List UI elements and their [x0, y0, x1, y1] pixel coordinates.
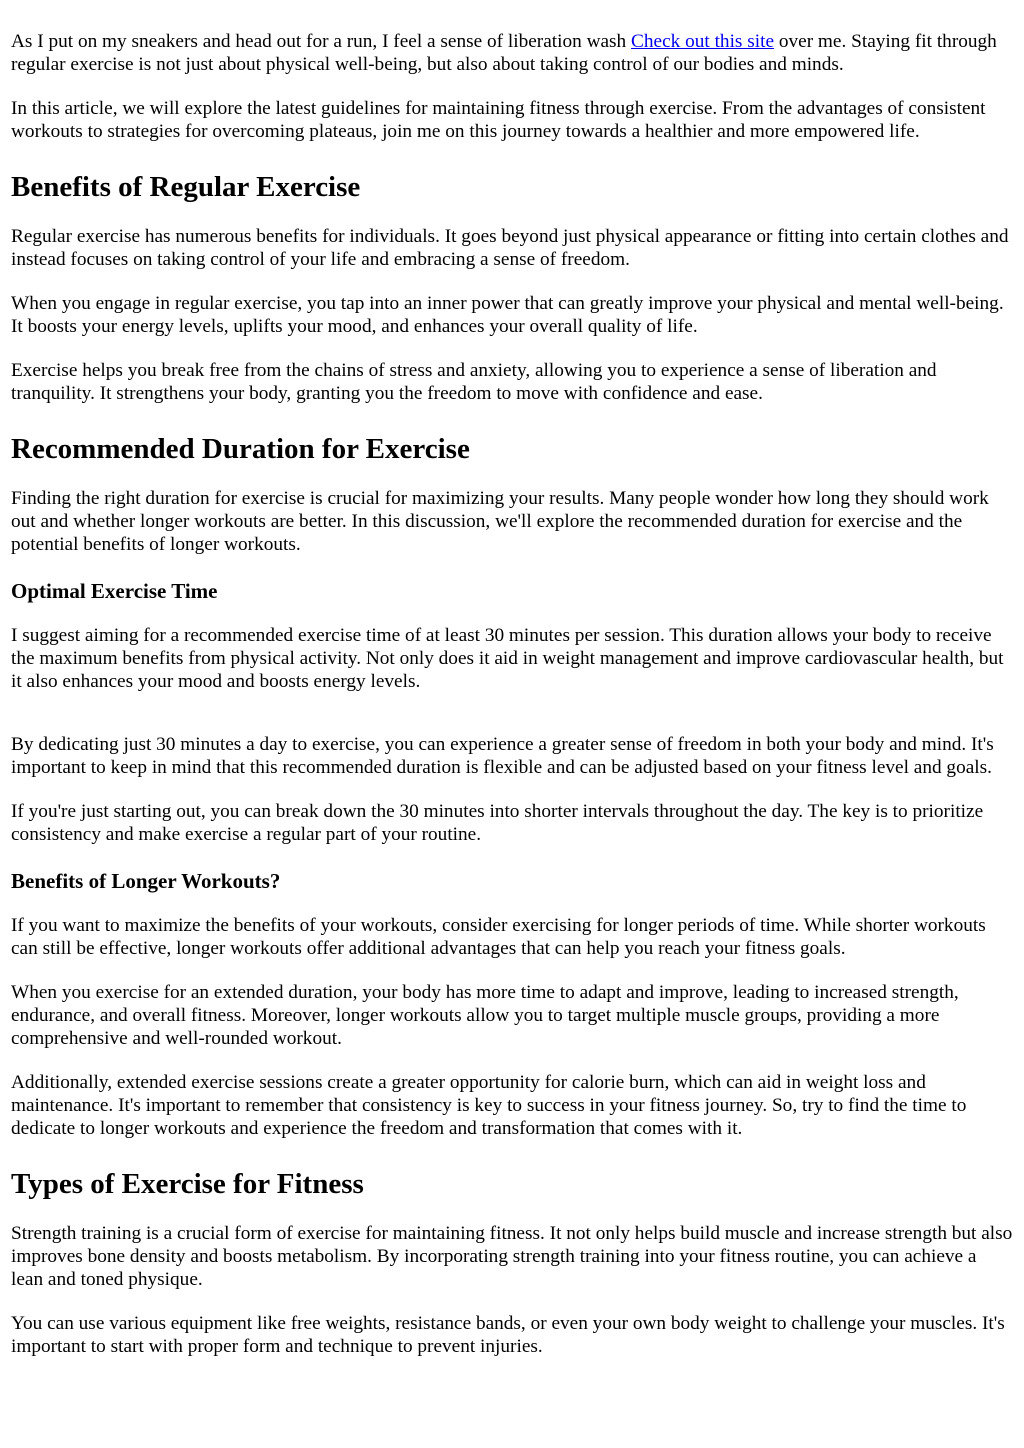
longer-workouts-heading: Benefits of Longer Workouts?: [11, 869, 281, 893]
intro-text-before-link: As I put on my sneakers and head out for a run, I feel a sense of liberation wash: [11, 31, 632, 52]
longer-paragraph-2: When you exercise for an extended duration, your body has more time to adapt and improve, leading to increased strength, endurance, and overall fitness. Moreover, longer workouts allow you to target multiple muscle groups, providing a more comprehensive and well-rounded workout.: [11, 982, 959, 1049]
benefits-heading: Benefits of Regular Exercise: [11, 171, 361, 203]
longer-paragraph-1: If you want to maximize the benefits of your workouts, consider exercising for longer periods of time. While shorter workouts can still be effective, longer workouts offer additional advantages that can help you reach your fitness goals.: [11, 915, 986, 959]
benefits-paragraph-1: Regular exercise has numerous benefits for individuals. It goes beyond just physical appearance or fitting into certain clothes and instead focuses on taking control of your life and embracing a sense of freedom.: [11, 226, 1009, 270]
types-paragraph-1: Strength training is a crucial form of exercise for maintaining fitness. It not only helps build muscle and increase strength but also improves bone density and boosts metabolism. By incorporating strength training into your fitness routine, you can achieve a lean and toned physique.: [11, 1223, 1013, 1290]
optimal-time-heading: Optimal Exercise Time: [11, 579, 218, 603]
intro-paragraph-1: [11, 30, 1013, 76]
duration-heading: Recommended Duration for Exercise: [11, 433, 470, 465]
longer-paragraph-3: Additionally, extended exercise sessions create a greater opportunity for calorie burn, which can aid in weight loss and maintenance. It's important to remember that consistency is key to success in your fitness journey. So, try to find the time to dedicate to longer workouts and experience the freedom and transformation that comes with it.: [11, 1072, 967, 1139]
benefits-paragraph-2: When you engage in regular exercise, you tap into an inner power that can greatly improve your physical and mental well-being. It boosts your energy levels, uplifts your mood, and enhances your overall quality of life.: [11, 293, 1004, 337]
intro-text-after-link: over me. Staying fit through regular exercise is not just about physical well-being, but also about taking control of our bodies and minds.: [11, 31, 997, 75]
check-out-site-link[interactable]: Check out this site: [631, 31, 775, 52]
paragraph-spacer: [11, 714, 1013, 733]
duration-intro-paragraph: Finding the right duration for exercise is crucial for maximizing your results. Many people wonder how long they should work out and whether longer workouts are better. In this discussion, we'll explore the recommended duration for exercise and the potential benefits of longer workouts.: [11, 488, 989, 555]
optimal-paragraph-2: By dedicating just 30 minutes a day to exercise, you can experience a greater sense of freedom in both your body and mind. It's important to keep in mind that this recommended duration is flexible and can be adjusted based on your fitness level and goals.: [11, 734, 994, 778]
types-paragraph-2: You can use various equipment like free weights, resistance bands, or even your own body weight to challenge your muscles. It's important to start with proper form and technique to prevent injuries.: [11, 1313, 1005, 1357]
optimal-paragraph-1: I suggest aiming for a recommended exercise time of at least 30 minutes per session. This duration allows your body to receive the maximum benefits from physical activity. Not only does it aid in weight management and improve cardiovascular health, but it also enhances your mood and boosts energy levels.: [11, 625, 1004, 692]
types-heading: Types of Exercise for Fitness: [11, 1168, 364, 1200]
optimal-paragraph-3: If you're just starting out, you can break down the 30 minutes into shorter intervals throughout the day. The key is to prioritize consistency and make exercise a regular part of your routine.: [11, 801, 984, 845]
benefits-paragraph-3: Exercise helps you break free from the chains of stress and anxiety, allowing you to experience a sense of liberation and tranquility. It strengthens your body, granting you the freedom to move with confidence and ease.: [11, 360, 937, 404]
intro-paragraph-2: In this article, we will explore the latest guidelines for maintaining fitness through exercise. From the advantages of consistent workouts to strategies for overcoming plateaus, join me on this journey towards a healthier and more empowered life.: [11, 98, 986, 142]
